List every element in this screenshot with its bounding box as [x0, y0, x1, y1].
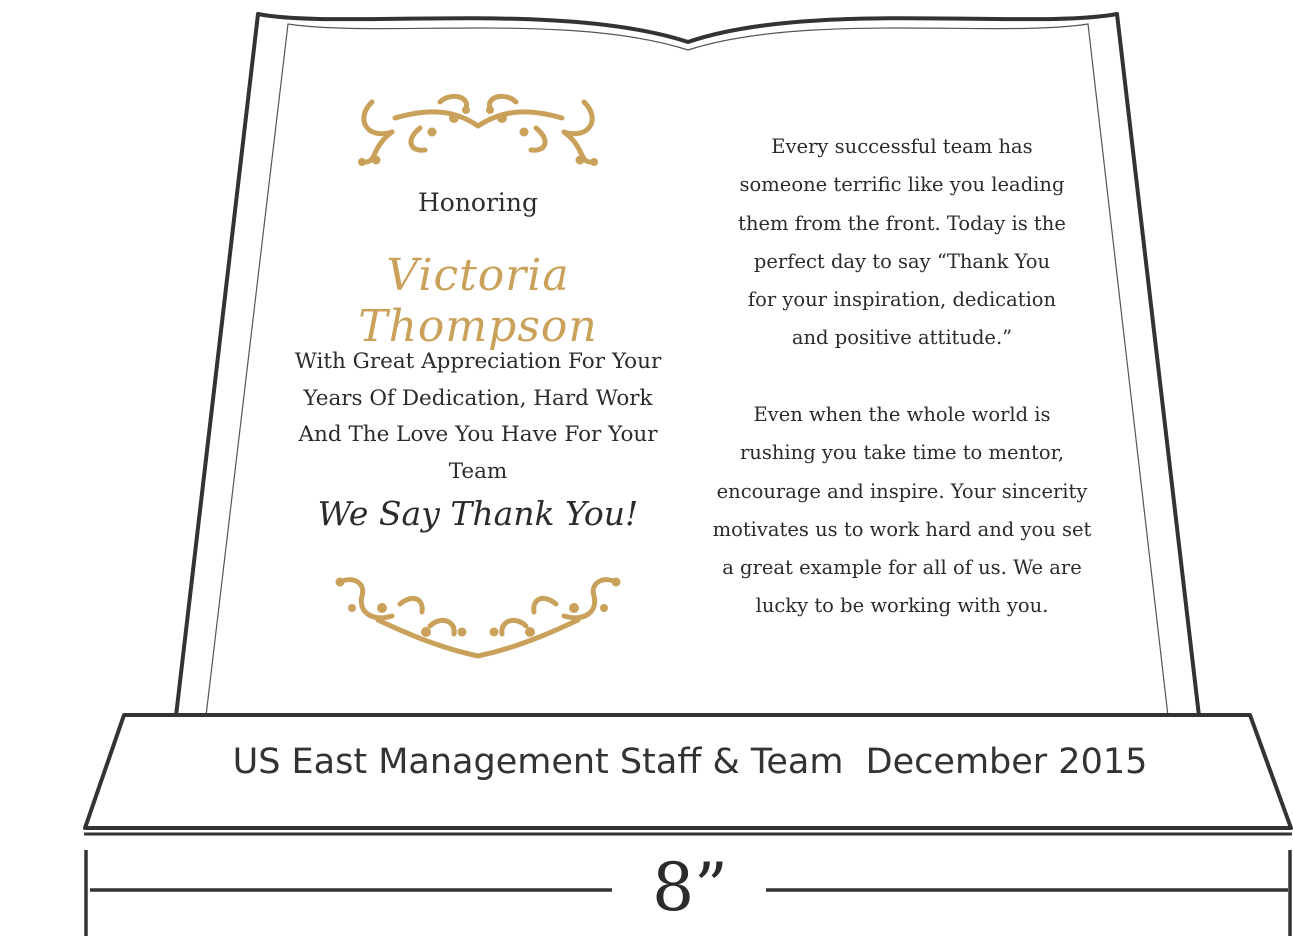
honoring-label: Honoring — [417, 188, 539, 217]
appreciation-line: And The Love You Have For Your Team — [298, 422, 658, 484]
message-line: lucky to be working with you. — [755, 594, 1049, 618]
message-line: encourage and inspire. Your sincerity — [716, 479, 1088, 503]
message-line: someone terrific like you leading — [739, 173, 1065, 197]
message-line: a great example for all of us. We are — [722, 556, 1082, 580]
message-line: them from the front. Today is the — [738, 211, 1066, 235]
message-line: Every successful team has — [771, 135, 1033, 158]
message-paragraph-1 — [710, 128, 1094, 358]
appreciation-text — [268, 344, 688, 490]
message-line: perfect day to say “Thank You — [753, 249, 1051, 273]
thanks-line: We Say Thank You! — [317, 494, 639, 533]
message-paragraph-2 — [710, 396, 1094, 626]
message-line: motivates us to work hard and you set — [712, 517, 1092, 541]
appreciation-line: Years Of Dedication, Hard Work — [303, 385, 653, 411]
message-line: Even when the whole world is — [753, 403, 1051, 426]
recipient-name: Victoria Thompson — [358, 250, 598, 352]
message-line: rushing you take time to mentor, — [739, 441, 1065, 465]
base-inscription: US East Management Staff & Team December 2015 — [232, 742, 1148, 782]
appreciation-line: With Great Appreciation For Your — [294, 349, 662, 374]
dimension-label: 8” — [652, 849, 728, 926]
message-line: for your inspiration, dedication — [747, 288, 1057, 312]
message-line: and positive attitude.” — [791, 326, 1013, 350]
